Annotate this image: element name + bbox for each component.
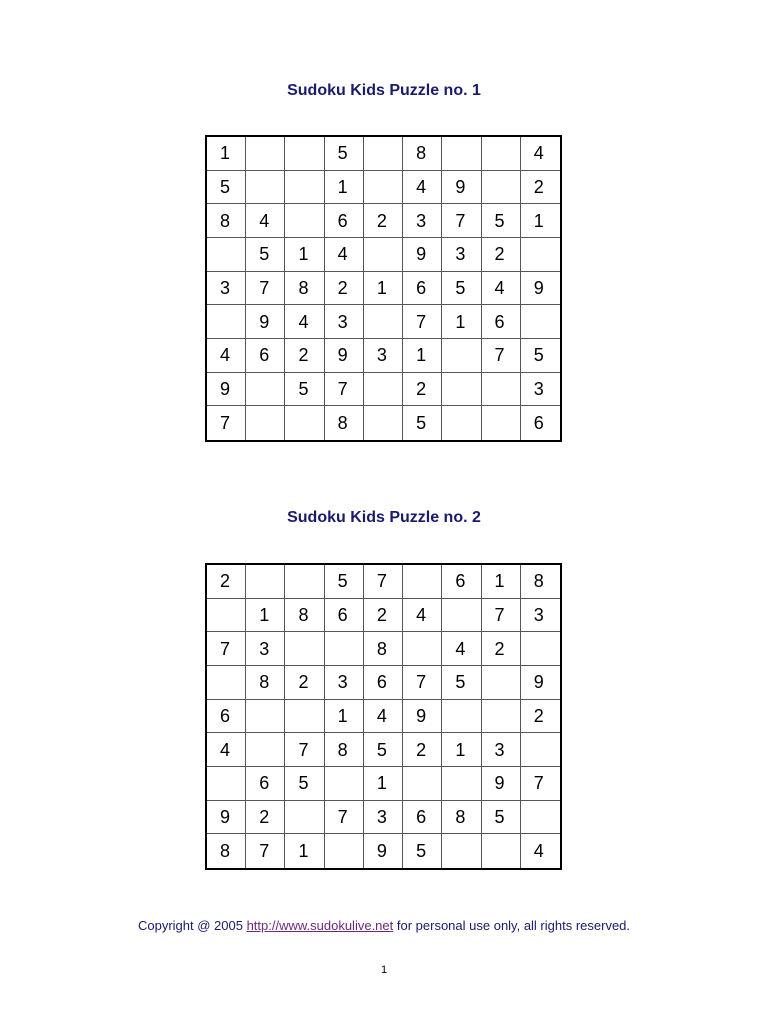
- sudoku-cell: 6: [482, 305, 521, 339]
- sudoku-cell: [482, 137, 521, 171]
- sudoku-cell: 8: [325, 733, 364, 767]
- sudoku-cell: 9: [521, 666, 560, 700]
- sudoku-cell: 9: [482, 767, 521, 801]
- sudoku-cell: 2: [285, 339, 324, 373]
- sudokulive-link[interactable]: http://www.sudokulive.net: [246, 918, 394, 933]
- sudoku-cell: [285, 700, 324, 734]
- copyright-prefix: Copyright @ 2005: [137, 918, 247, 933]
- sudoku-cell: 1: [482, 565, 521, 599]
- sudoku-cell: 1: [246, 599, 285, 633]
- copyright-suffix: for personal use only, all rights reserved.: [393, 918, 631, 933]
- sudoku-cell: [246, 171, 285, 205]
- sudoku-cell: 1: [364, 272, 403, 306]
- sudoku-cell: [442, 373, 481, 407]
- sudoku-cell: 8: [285, 272, 324, 306]
- sudoku-cell: [521, 632, 560, 666]
- sudoku-cell: 5: [482, 204, 521, 238]
- sudoku-cell: 8: [207, 834, 246, 868]
- sudoku-cell: 4: [533, 841, 544, 862]
- sudoku-cell: 3: [442, 238, 481, 272]
- sudoku-cell: 9: [403, 700, 442, 734]
- puzzle-title-1: Sudoku Kids Puzzle no. 1: [287, 82, 481, 99]
- sudoku-cell: [285, 204, 324, 238]
- sudoku-cell: 9: [521, 272, 560, 306]
- sudoku-grid-2: [205, 563, 562, 870]
- sudoku-cell: 3: [364, 339, 403, 373]
- sudoku-cell: 3: [482, 733, 521, 767]
- sudoku-cell: 2: [364, 599, 403, 633]
- sudoku-cell: [285, 171, 324, 205]
- sudoku-cell: [364, 373, 403, 407]
- sudoku-cell: 7: [207, 406, 246, 440]
- sudoku-cell: 8: [285, 599, 324, 633]
- sudoku-cell: [207, 238, 246, 272]
- sudoku-cell: 9: [207, 373, 246, 407]
- sudoku-cell: 8: [442, 801, 481, 835]
- sudoku-cell: 2: [521, 171, 560, 205]
- sudoku-cell: 7: [325, 373, 364, 407]
- sudoku-cell: [442, 599, 481, 633]
- sudoku-cell: [521, 305, 560, 339]
- sudoku-cell: 8: [207, 204, 246, 238]
- sudoku-cell: [325, 632, 364, 666]
- sudoku-cell: 8: [325, 406, 364, 440]
- sudoku-cell: 3: [325, 666, 364, 700]
- sudoku-cell: [403, 565, 442, 599]
- sudoku-cell: 5: [246, 238, 285, 272]
- sudoku-cell: [285, 406, 324, 440]
- sudoku-cell: 7: [482, 599, 521, 633]
- sudoku-cell: 1: [285, 834, 324, 868]
- sudoku-cell: [246, 733, 285, 767]
- sudoku-cell: 4: [364, 700, 403, 734]
- sudoku-cell: 8: [521, 565, 560, 599]
- sudoku-cell: 5: [285, 373, 324, 407]
- sudoku-cell: [246, 137, 285, 171]
- sudoku-cell: 7: [403, 666, 442, 700]
- sudoku-cell: [442, 406, 481, 440]
- sudoku-cell: 2: [364, 204, 403, 238]
- sudoku-cell: [482, 171, 521, 205]
- sudoku-cell: 6: [246, 767, 285, 801]
- sudoku-cell: 7: [403, 305, 442, 339]
- sudoku-cell: 7: [207, 632, 246, 666]
- sudoku-cell: 1: [285, 238, 324, 272]
- sudoku-cell: [246, 700, 285, 734]
- sudoku-cell: 3: [207, 272, 246, 306]
- sudoku-cell: 5: [285, 767, 324, 801]
- sudoku-cell: 3: [521, 373, 560, 407]
- sudoku-cell: 1: [403, 339, 442, 373]
- sudoku-cell: [207, 666, 246, 700]
- sudoku-cell: [207, 767, 246, 801]
- sudoku-cell: [442, 137, 481, 171]
- sudoku-cell: 9: [246, 305, 285, 339]
- sudoku-cell: 1: [207, 137, 246, 171]
- sudoku-cell: 2: [246, 801, 285, 835]
- sudoku-cell: 2: [482, 632, 521, 666]
- sudoku-cell: 1: [442, 305, 481, 339]
- sudoku-cell: 7: [442, 204, 481, 238]
- sudoku-cell: 7: [325, 801, 364, 835]
- sudoku-cell: [442, 767, 481, 801]
- sudoku-cell: [285, 137, 324, 171]
- sudoku-cell: [482, 373, 521, 407]
- sudoku-cell: [442, 339, 481, 373]
- sudoku-cell: 2: [482, 238, 521, 272]
- sudoku-cell: 2: [403, 373, 442, 407]
- sudoku-cell: [325, 767, 364, 801]
- sudoku-cell: [246, 373, 285, 407]
- sudoku-cell: 5: [403, 834, 442, 868]
- sudoku-cell: 6: [403, 801, 442, 835]
- sudoku-cell: [364, 305, 403, 339]
- sudoku-cell: 7: [364, 565, 403, 599]
- sudoku-cell: 9: [325, 339, 364, 373]
- sudoku-grid-1: [205, 135, 562, 442]
- sudoku-cell: [364, 137, 403, 171]
- sudoku-cell: 4: [442, 632, 481, 666]
- sudoku-cell: 4: [482, 272, 521, 306]
- sudoku-cell: 4: [403, 599, 442, 633]
- sudoku-cell: [246, 406, 285, 440]
- sudoku-cell: [521, 801, 560, 835]
- sudoku-cell: [482, 834, 521, 868]
- sudoku-cell: 4: [403, 171, 442, 205]
- sudoku-cell: 4: [207, 339, 246, 373]
- sudoku-cell: 5: [364, 733, 403, 767]
- sudoku-cell: 2: [521, 700, 560, 734]
- puzzle-title-2: Sudoku Kids Puzzle no. 2: [287, 509, 481, 526]
- sudoku-cell: 3: [521, 599, 560, 633]
- sudoku-cell: [285, 565, 324, 599]
- sudoku-cell: 3: [403, 204, 442, 238]
- sudoku-cell: [285, 632, 324, 666]
- sudoku-cell: 7: [285, 733, 324, 767]
- sudoku-cell: [207, 305, 246, 339]
- sudoku-cell: 1: [521, 204, 560, 238]
- page-number: 1: [380, 964, 388, 976]
- sudoku-cell: [364, 406, 403, 440]
- sudoku-cell: 2: [285, 666, 324, 700]
- sudoku-cell: 8: [246, 666, 285, 700]
- sudoku-cell: 5: [482, 801, 521, 835]
- sudoku-cell: 6: [325, 599, 364, 633]
- sudoku-cell: 4: [246, 204, 285, 238]
- sudoku-cell: [521, 238, 560, 272]
- sudoku-cell: 7: [521, 767, 560, 801]
- sudoku-cell: 4: [285, 305, 324, 339]
- sudoku-cell: 6: [403, 272, 442, 306]
- sudoku-cell: 4: [521, 137, 560, 171]
- sudoku-cell: 4: [325, 238, 364, 272]
- sudoku-cell: [482, 666, 521, 700]
- sudoku-cell: 6: [364, 666, 403, 700]
- sudoku-cell: 5: [325, 565, 364, 599]
- sudoku-cell: [246, 565, 285, 599]
- sudoku-cell: 2: [325, 272, 364, 306]
- sudoku-cell: [325, 834, 364, 868]
- sudoku-cell: 5: [442, 666, 481, 700]
- sudoku-cell: 7: [482, 339, 521, 373]
- sudoku-cell: 9: [403, 238, 442, 272]
- sudoku-cell: 7: [246, 834, 285, 868]
- sudoku-cell: 9: [442, 171, 481, 205]
- sudoku-cell: 1: [364, 767, 403, 801]
- sudoku-cell: 6: [325, 204, 364, 238]
- sudoku-cell: 4: [207, 733, 246, 767]
- sudoku-cell: 5: [521, 339, 560, 373]
- sudoku-cell: 5: [207, 171, 246, 205]
- copyright-notice: [0, 918, 768, 933]
- sudoku-cell: 6: [207, 700, 246, 734]
- sudoku-cell: 5: [403, 406, 442, 440]
- sudoku-cell: [403, 767, 442, 801]
- sudoku-cell: [364, 171, 403, 205]
- sudoku-cell: [482, 700, 521, 734]
- sudoku-cell: [442, 834, 481, 868]
- sudoku-cell: 8: [403, 137, 442, 171]
- sudoku-cell: [207, 599, 246, 633]
- sudoku-cell: 1: [442, 733, 481, 767]
- sudoku-cell: 1: [325, 700, 364, 734]
- sudoku-cell: 3: [325, 305, 364, 339]
- sudoku-cell: 1: [325, 171, 364, 205]
- sudoku-cell: [521, 733, 560, 767]
- sudoku-cell: 3: [246, 632, 285, 666]
- sudoku-cell: 8: [364, 632, 403, 666]
- sudoku-cell: 6: [533, 413, 544, 434]
- sudoku-cell: [285, 801, 324, 835]
- sudoku-cell: 5: [442, 272, 481, 306]
- sudoku-cell: 9: [364, 834, 403, 868]
- sudoku-cell: 9: [207, 801, 246, 835]
- sudoku-cell: 5: [325, 137, 364, 171]
- sudoku-cell: [403, 632, 442, 666]
- sudoku-cell: [364, 238, 403, 272]
- sudoku-cell: [442, 700, 481, 734]
- sudoku-cell: 3: [364, 801, 403, 835]
- sudoku-cell: 6: [246, 339, 285, 373]
- sudoku-cell: 2: [403, 733, 442, 767]
- sudoku-cell: 6: [442, 565, 481, 599]
- sudoku-cell: [482, 406, 521, 440]
- sudoku-cell: 7: [246, 272, 285, 306]
- sudoku-cell: 2: [207, 565, 246, 599]
